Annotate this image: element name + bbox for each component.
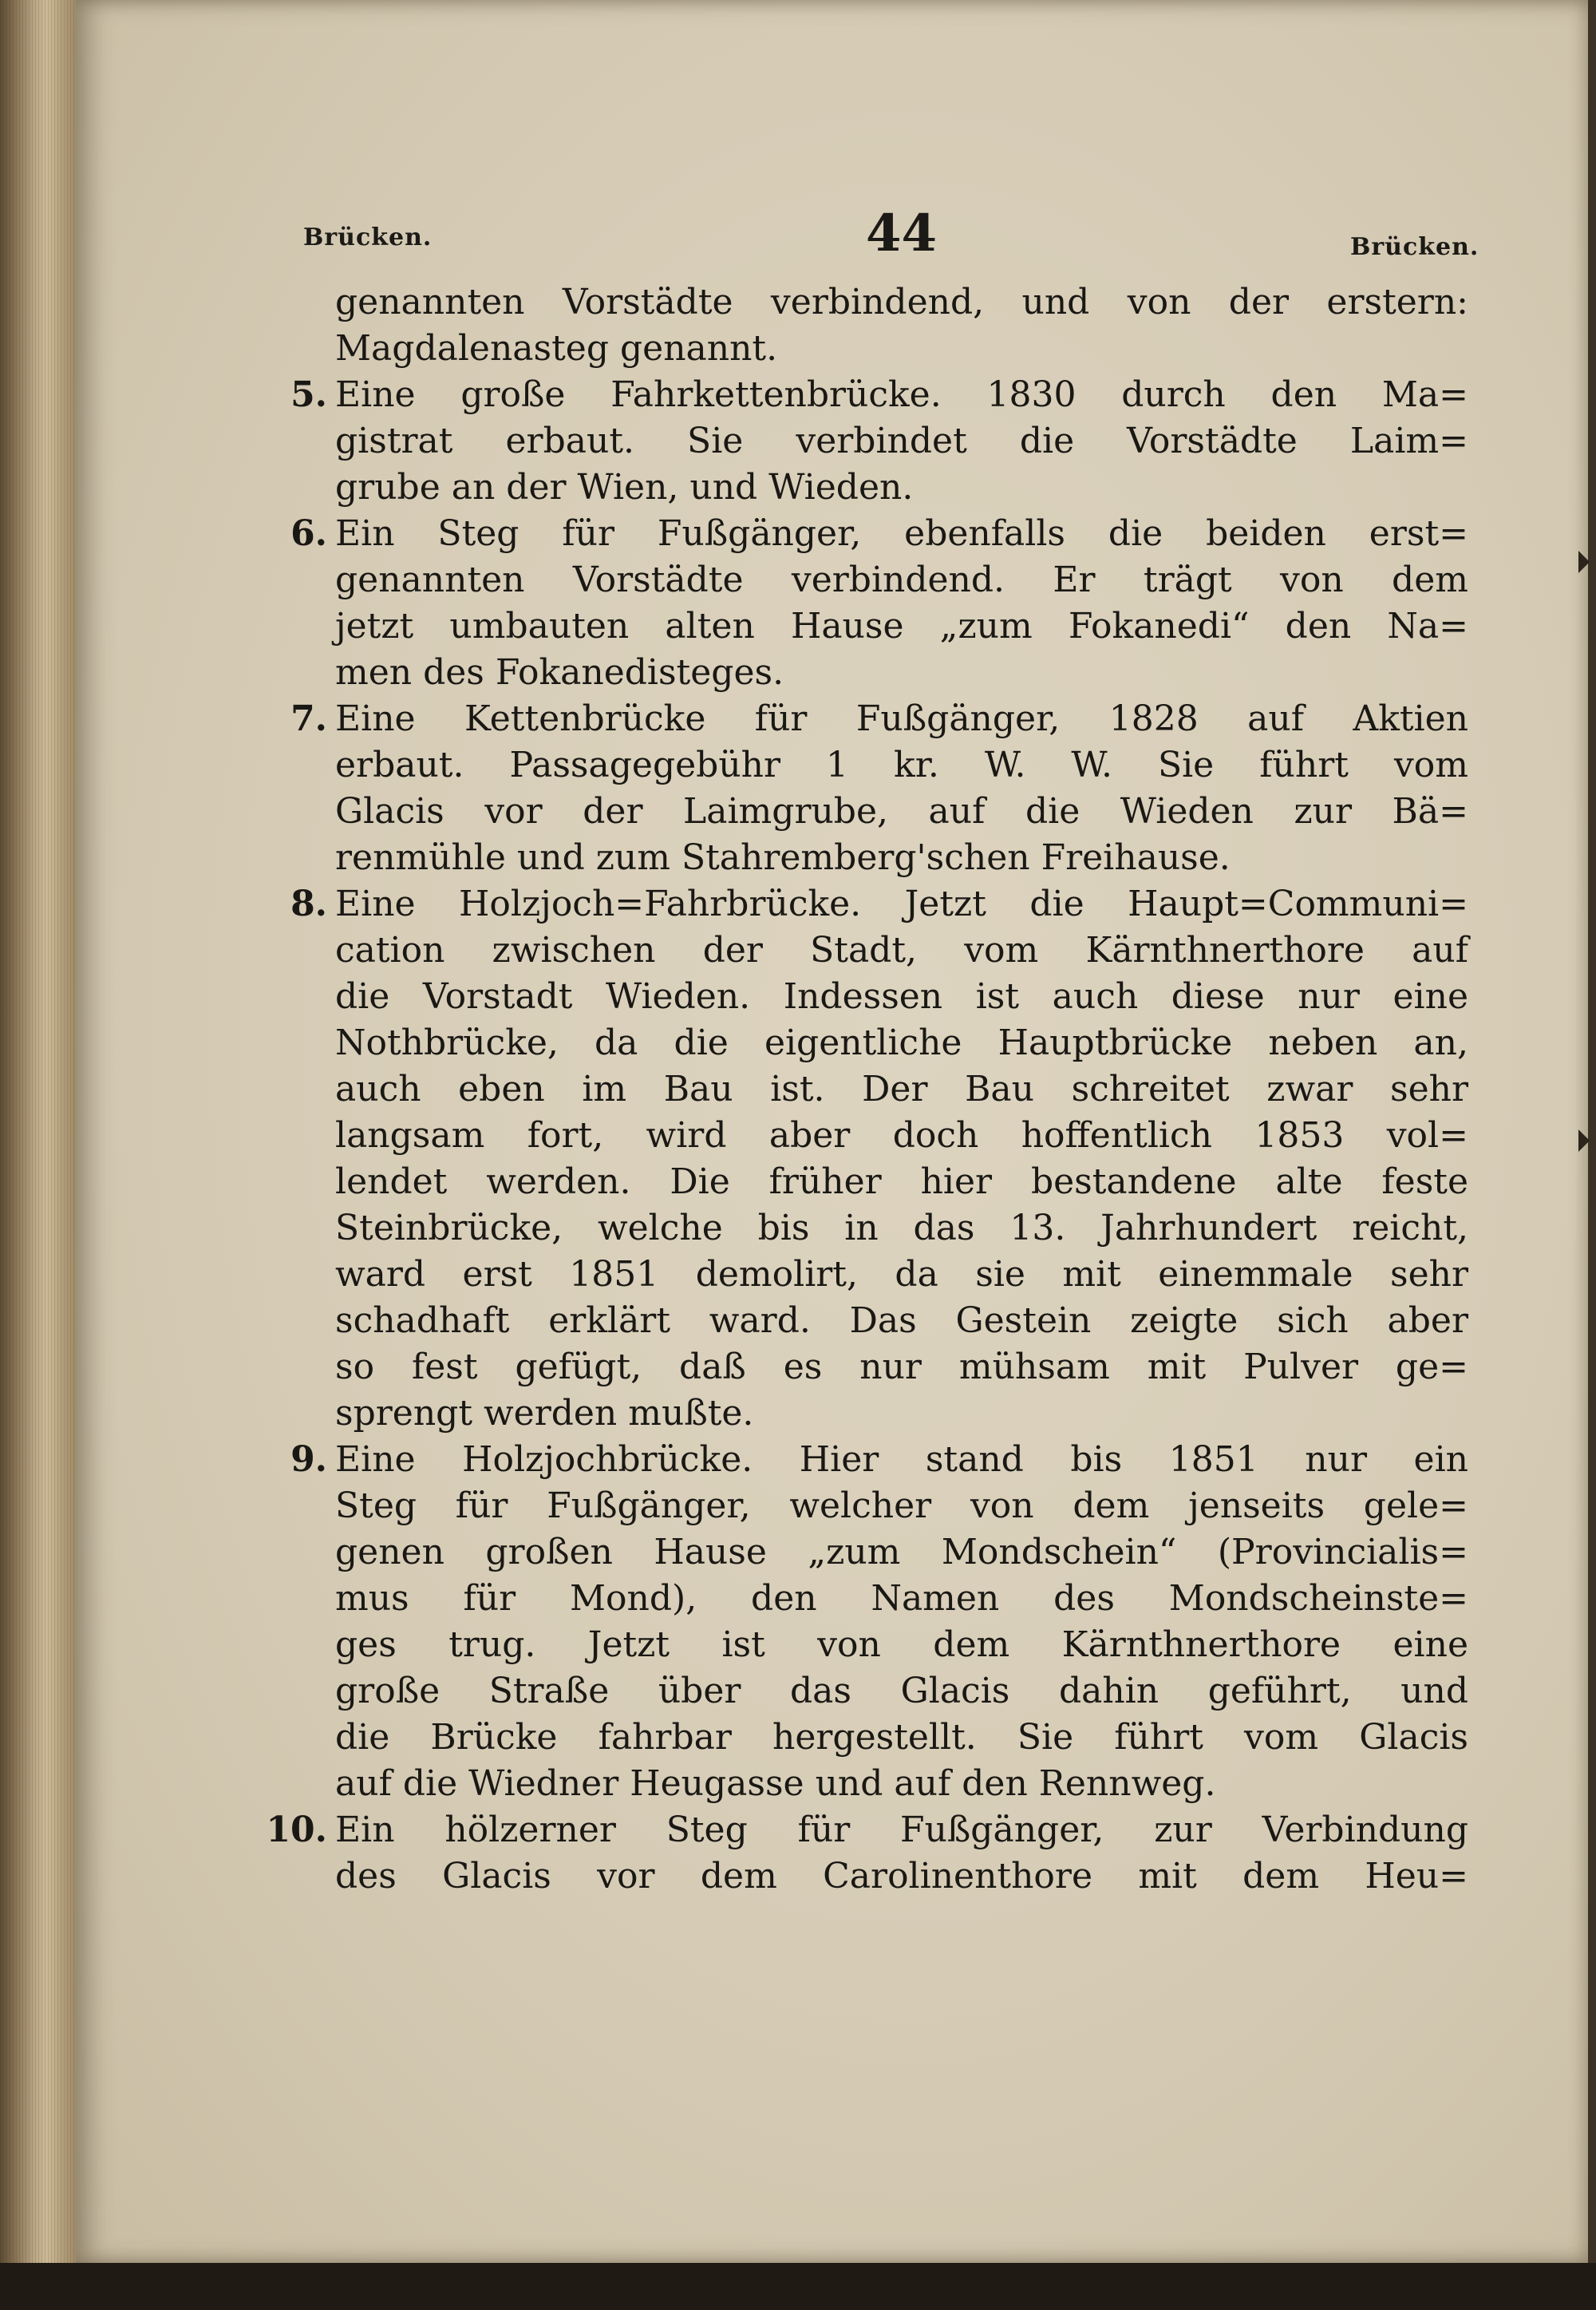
list-item [290, 696, 1468, 881]
text-line: mus für Mond), den Namen des Mondscheinste= [335, 1578, 1468, 1619]
text-line: die Brücke fahrbar hergestellt. Sie führt vom Glacis [335, 1717, 1468, 1758]
item-number: 7. [290, 698, 327, 739]
text-line: genen großen Hause „zum Mondschein“ (Provincialis= [335, 1532, 1468, 1572]
running-head-left: Brücken. [303, 223, 433, 251]
page-marker-icon [1578, 551, 1590, 573]
list-item [266, 1807, 1468, 1900]
text-line: auf die Wiedner Heugasse und auf den Rennweg. [335, 1763, 1216, 1804]
item-number: 10. [266, 1810, 327, 1850]
item-number: 6. [290, 513, 327, 554]
text-line: Eine große Fahrkettenbrücke. 1830 durch den Ma= [335, 374, 1468, 415]
text-line: grube an der Wien, und Wieden. [335, 467, 914, 508]
running-head-right: Brücken. [1350, 233, 1479, 261]
item-number: 5. [290, 374, 327, 415]
text-line: Steg für Fußgänger, welcher von dem jenseits gele= [335, 1485, 1468, 1526]
text-line: Nothbrücke, da die eigentliche Hauptbrücke neben an, [335, 1022, 1468, 1063]
bottom-shadow [0, 2263, 1596, 2310]
item-number: 9. [290, 1439, 327, 1480]
text-line: genannten Vorstädte verbindend, und von der erstern: [335, 282, 1468, 322]
text-line: Glacis vor der Laimgrube, auf die Wieden zur Bä= [335, 791, 1468, 832]
text-line: Steinbrücke, welche bis in das 13. Jahrhundert reicht, [335, 1208, 1468, 1248]
text-line: Ein Steg für Fußgänger, ebenfalls die beiden erst= [335, 513, 1468, 554]
list-item [290, 372, 1468, 511]
list-item [290, 1437, 1468, 1807]
text-line: jetzt umbauten alten Hause „zum Fokanedi“ den Na= [335, 606, 1468, 647]
text-line: gistrat erbaut. Sie verbindet die Vorstädte Laim= [335, 421, 1468, 461]
list-item [290, 881, 1468, 1437]
text-line: sprengt werden mußte. [335, 1393, 754, 1434]
list-item [290, 511, 1468, 696]
text-line: Ein hölzerner Steg für Fußgänger, zur Verbindung [335, 1810, 1468, 1850]
text-line: des Glacis vor dem Carolinenthore mit dem Heu= [335, 1856, 1468, 1897]
body-text [266, 279, 1468, 1900]
text-line: Eine Kettenbrücke für Fußgänger, 1828 auf Aktien [335, 698, 1468, 739]
text-line: cation zwischen der Stadt, vom Kärnthnerthore auf [335, 930, 1468, 971]
text-line: renmühle und zum Stahremberg'schen Freihause. [335, 837, 1231, 878]
text-line: ges trug. Jetzt ist von dem Kärnthnerthore eine [335, 1624, 1468, 1665]
item-number: 8. [290, 884, 327, 924]
text-line: die Vorstadt Wieden. Indessen ist auch diese nur eine [335, 976, 1468, 1017]
page-number: 44 [866, 204, 938, 263]
text-line: men des Fokanedisteges. [335, 652, 784, 693]
running-header [76, 204, 1588, 267]
text-line: lendet werden. Die früher hier bestandene alte feste [335, 1161, 1468, 1202]
text-line: so fest gefügt, daß es nur mühsam mit Pulver ge= [335, 1347, 1468, 1387]
text-line: ward erst 1851 demolirt, da sie mit einemmale sehr [335, 1254, 1468, 1295]
text-line: Eine Holzjochbrücke. Hier stand bis 1851 nur ein [335, 1439, 1468, 1480]
intro-paragraph [335, 279, 1468, 372]
text-line: genannten Vorstädte verbindend. Er trägt von dem [335, 560, 1468, 600]
book-page-edges [0, 0, 76, 2310]
text-line: auch eben im Bau ist. Der Bau schreitet zwar sehr [335, 1069, 1468, 1110]
text-line: Magdalenasteg genannt. [335, 328, 778, 369]
text-line: Eine Holzjoch=Fahrbrücke. Jetzt die Haupt=Communi= [335, 884, 1468, 924]
text-line: große Straße über das Glacis dahin geführt, und [335, 1671, 1468, 1711]
text-line: schadhaft erklärt ward. Das Gestein zeigte sich aber [335, 1300, 1468, 1341]
text-line: langsam fort, wird aber doch hoffentlich 1853 vol= [335, 1115, 1468, 1156]
text-line: erbaut. Passagegebühr 1 kr. W. W. Sie führt vom [335, 745, 1468, 785]
page-marker-icon [1578, 1129, 1590, 1152]
